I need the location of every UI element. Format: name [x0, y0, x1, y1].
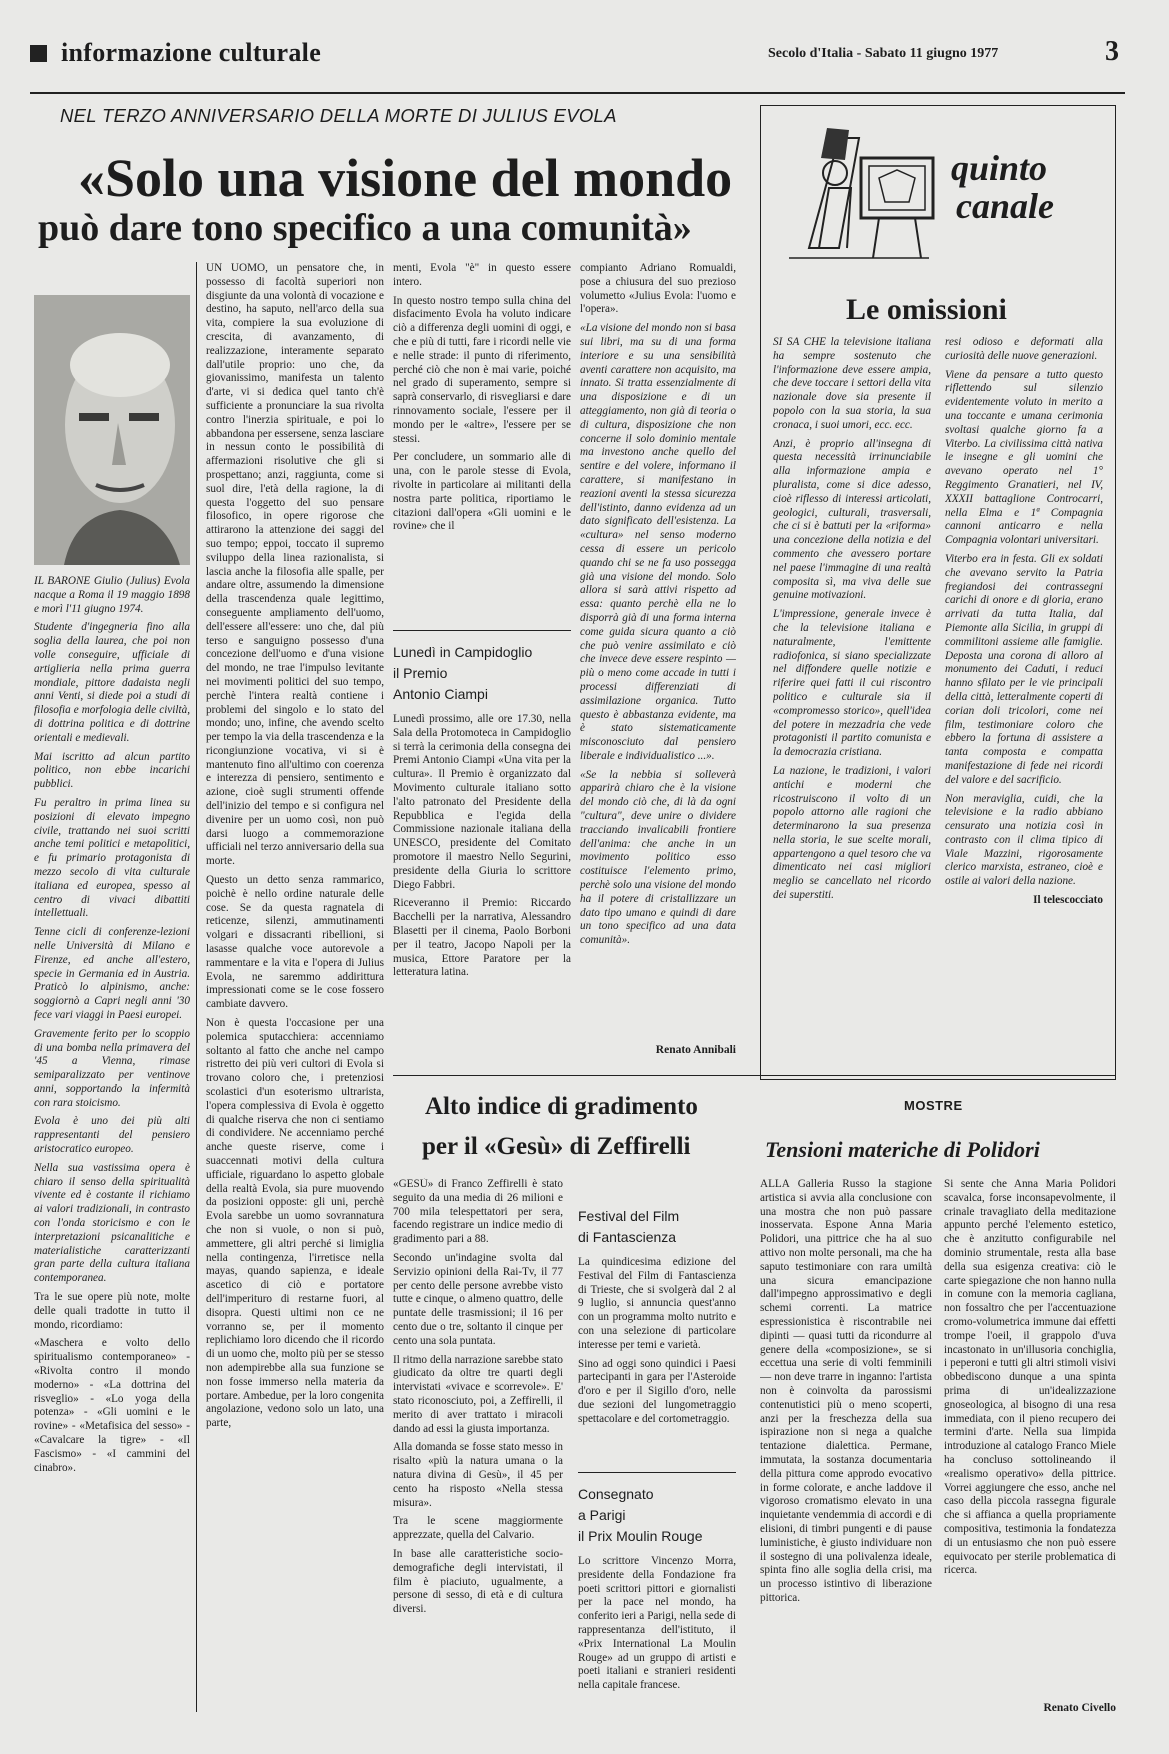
zeffirelli-paragraph: Alla domanda se fosse stato messo in risalto «più la natura umana o la natura divina di Gesù», il 45 per cento ha risposto «Nella stessa misura».	[393, 1441, 563, 1509]
moulin-title	[578, 1484, 736, 1547]
newspaper-logo-icon	[30, 45, 47, 62]
bio-paragraph: IL BARONE Giulio (Julius) Evola nacque a Roma il 19 maggio 1898 e morì l'11 giugno 1974.	[34, 575, 190, 615]
evola-body-column-3	[580, 262, 736, 1032]
bio-paragraph: Mai iscritto ad alcun partito politico, non ebbe incarichi pubblici.	[34, 750, 190, 791]
festival-article	[578, 1200, 736, 1505]
dateline: Secolo d'Italia - Sabato 11 giugno 1977	[768, 46, 999, 61]
zeffirelli-paragraph: Tra le scene maggiormente apprezzate, quella del Calvario.	[393, 1515, 563, 1542]
festival-title-line: Festival del Film	[578, 1208, 680, 1224]
section-title: informazione culturale	[61, 38, 322, 67]
evola-bio-column	[34, 575, 190, 1715]
mostre-paragraph: ALLA Galleria Russo la stagione artistica si avvia alla conclusione con una mostra che non può passare inosservata. Espone Anna Maria Polidori, una pittrice che ha al suo attivo non molte personali, ma che ha saputo testimoniare con rara umiltà una sicura emancipazione dall'impegno approssimativo e degli schemi correnti. La matrice espressionistica è riscontrabile nei dipinti — quasi tutti da ricondurre al genere della «composizione», se si eccettua una serie di volti femminili — non deve trarre in inganno: l'artista non è coinvolta da parossismi contenutistici più o meno scoperti, anzi per la freschezza della sua ispirazione non si nega a qualche tentazione dialettica. Permane, immutata, la sostanza documentaria della pittura come approdo evocativo in forme colorate, e anche laddove il vigoroso cromatismo elevato in una inquietante vendemmia di accordi e di elisioni, di timbri pungenti e di pause luministiche, è giusto individuare non il sostegno di una polivalenza ideale, spinta fino alle soglia della crisi, ma un processo istintivo di liberazione pittorica.	[760, 1178, 932, 1604]
moulin-title-line: a Parigi	[578, 1507, 626, 1523]
evola-signature: Renato Annibali	[655, 1044, 736, 1056]
festival-paragraph: Sino ad oggi sono quindici i Paesi partecipanti in gara per l'Asteroide d'oro e per il Sigillo d'oro, nelle due sezioni del lungometraggio spettacolare e del cortometraggio.	[578, 1357, 736, 1425]
masthead	[30, 36, 1130, 74]
quinto-signature: Il telescocciato	[1033, 894, 1103, 907]
bio-paragraph: Fu peraltro in prima linea su posizioni di elevato impegno civile, trattando nei suoi scritti anche temi politici e metapolitici, e fu primario protagonista di mezzo secolo di vita culturale italiana ed europea, spesso al centro di vivaci dibattiti intellettuali.	[34, 796, 190, 920]
bio-divider	[196, 262, 197, 1712]
campidoglio-title-line: Lunedì in Campidoglio	[393, 644, 533, 660]
body-paragraph: «Se la nebbia si solleverà apparirà chiaro che è la visione del mondo ciò che, di là da ogni "cultura", deve unire o dividere tracciando invalicabili frontiere dell'anima: che anche in un movimento politico esso costituisce l'elemento primo, perchè solo una visione del mondo ha il potere di cristallizzare un dato tipo umano e quindi di dare un tono specifico ad una data comunità».	[580, 768, 736, 947]
zeffirelli-title-line1: Alto indice di gradimento	[425, 1093, 698, 1120]
quinto-paragraph: L'impressione, generale invece è che la televisione italiana e naturalmente, l'emittente radiofonica, si siano specializzate nel diffondere quelle notizie e riferire quei fatti il cui riscontro politico e culturale sia il «compromesso storico», quell'idea del potere in mezzadria che vede protagonisti il partito comunista e la democrazia cristiana.	[773, 608, 931, 759]
campidoglio-article	[393, 636, 571, 1048]
quinto-canale-box	[760, 105, 1116, 1080]
body-paragraph: «La visione del mondo non si basa sui libri, ma su di una forma interiore e su una sensibilità aventi carattere non acquisito, ma innato. Si tratta essenzialmente di una disposizione e di un atteggiamento, non già di teoria o di cultura, disposizione che non concerne il solo dominio mentale ma investono anche quello del sentire e del volere, informano il carattere, si manifestano in reazioni aventi la stessa sicurezza dell'istinto, danno evidenza ad un dato significato dell'esistenza. La «cultura» nel senso moderno cessa di essere un pericolo quando chi se ne fa uso possegga già una visione del mondo. Solo allora si sarà attivi rispetto ad essa: quanto perchè ella ne lo disporrà già di una forma interna come guida sicura quanto a ciò che può venire assimilato e ciò che invece deve essere respinto — più o meno come accade in tutti i processi differenziati di assimilazione organica. Tutto questo è abbastanza evidente, ma è stato sistematicamente misconosciuto dal pensiero liberale e individualistico ...».	[580, 322, 736, 762]
masthead-rule	[30, 92, 1125, 94]
quinto-column-2	[945, 336, 1103, 1066]
bio-paragraph: «Maschera e volto dello spiritualismo contemporaneo» - «Rivolta contro il mondo moderno» - «La dottrina del risveglio» - «Lo yoga della potenza» - «Gli uomini e le rovine» - «Metafisica del sesso» - «Cavalcare la tigre» - «Il Fascismo» - «I cammini del cinabro».	[34, 1337, 190, 1474]
quinto-paragraph: resi odioso e deformati alla curiosità delle nuove generazioni.	[945, 336, 1103, 362]
body-paragraph: Non è questa l'occasione per una polemica sputacchiera: accenniamo soltanto al fatto che anche nel campo ristretto dei più veri cultori di Evola si trovano coloro che, i pretenziosi scolastici d'un esoterismo ultrarista, l'opera complessiva di Evola è oggetto di qualche riserva che non ci sentiamo di condividere. Ne accenniamo perché anche queste riserve, come i suaccennati motivi della cultura ufficiale, riguardano lo aspetto globale della realtà Evola, sia pure muovendo da posizioni opposte: gli uni, perchè Evola sarebbe un uomo sovrannatura che non si vuole, o non si può, ammettere, gli altri perché si limiglia nella contingenza, l'irretisce nella mayas, quando sapienza, e ideale ascetico di ciò e portatore dell'imperituro di restarne fuori, al disopra. Questi ultimi non ce ne vorranno se, per il momento replichiamo loro dicendo che il ricordo di un uomo che, molto più per se stesso non adempirebbe alla sua funzione se non fosse immerso nella materia da portare. Ambedue, per la loro congenita angolazione, vedono solo un lato, una parte,	[206, 1017, 384, 1430]
mostre-column-1	[760, 1178, 932, 1718]
portrait-image	[34, 295, 190, 565]
moulin-title-line: Consegnato	[578, 1486, 654, 1502]
evola-title-line1: «Solo una visione del mondo	[78, 148, 733, 208]
festival-paragraph: La quindicesima edizione del Festival del Film di Fantascienza di Trieste, che si svolgerà dal 2 al 9 luglio, si annuncia quest'anno con un programma molto nutrito e con una selezione di particolare interesse per temi e varietà.	[578, 1256, 736, 1351]
zeffirelli-column	[393, 1178, 563, 1718]
mostre-column-2	[944, 1178, 1116, 1698]
quinto-paragraph: Non meraviglia, cuidi, che la televisione e la radio abbiano censurato una notizia così in contrasto con il clima tipico di Viale Mazzini, rigorosamente clerico marxista, estraneo, cioè e ostile ai valori della nazione.	[945, 792, 1103, 888]
tv-cartoon-icon	[769, 118, 939, 268]
lower-section-rule	[393, 1075, 1116, 1076]
quinto-paragraph: Viene da pensare a tutto questo riflettendo sul silenzio evidentemente voluto in merito a una toccante e umana cerimonia svoltasi qualche giorno fa a Viterbo. La civilissima città nativa le insegne e gli uomini che avevano operato nel 1° Reggimento Granatieri, nel IV, XXXII battaglione Controcarri, nella Elma e 1ª Compagnia cannoni anticarro e nella Compagnia volontari universitari.	[945, 368, 1103, 547]
bio-paragraph: Evola è uno dei più alti rappresentanti del pensiero aristocratico europeo.	[34, 1115, 190, 1156]
body-paragraph: compianto Adriano Romualdi, pose a chiusura del suo prezioso volumetto «Julius Evola: l'uomo e l'opera».	[580, 262, 736, 316]
campidoglio-title	[393, 642, 571, 705]
moulin-article	[578, 1478, 736, 1718]
bio-paragraph: Gravemente ferito per lo scoppio di una bomba nella primavera del '45 a Vienna, rimase semiparalizzato per ventinove anni, sopportando la infermità con rara stoicismo.	[34, 1027, 190, 1109]
campidoglio-top-rule	[393, 630, 571, 631]
festival-divider	[578, 1472, 736, 1473]
moulin-paragraph: Lo scrittore Vincenzo Morra, presidente della Fondazione fra poeti scrittori pittori e giornalisti per la pace nel mondo, ha conferito ieri a Parigi, nella sede di rappresentanza dell'istituto, il «Prix International La Moulin Rouge» ad un gruppo di artisti e poeti italiani e stranieri residenti nella capitale francese.	[578, 1555, 736, 1692]
quinto-paragraph: La nazione, le tradizioni, i valori antichi e moderni che ricostruiscono il volto di un popolo attorno alle ragioni che determinarono la sua presenza nella storia, le sue scelte morali, appartengono a quel tesoro che va dimenticato nei casi migliori meglio se cancellato nel ricordo dei superstiti.	[773, 764, 931, 902]
zeffirelli-paragraph: In base alle caratteristiche socio-demografiche degli intervistati, il film è piaciuto, ugualmente, a persone di sesso, di età e di cultura diversi.	[393, 1547, 563, 1616]
quinto-title-line2: canale	[956, 186, 1054, 226]
body-paragraph: Questo un detto senza rammarico, poichè è nello ordine naturale delle cose. Se da questa ragnatela di reticenze, silenzi, ammutinamenti volgari e dissacranti ribellioni, si lasasse qualche voce autorevole a rammentare e la vita e l'opera di Julius Evola, ne saremmo addirittura impressionati come se le cose fossero cambiate davvero.	[206, 874, 384, 1011]
bio-paragraph: Nella sua vastissima opera è chiaro il senso della spiritualità vivente ed è costante il richiamo ai valori tradizionali, in contrasto con l'onda storicismo e con le interpretazioni psicanalitiche e materialistiche caratterizzanti gran parte della cultura italiana contemporanea.	[34, 1161, 190, 1285]
campidoglio-paragraph: Riceveranno il Premio: Riccardo Bacchelli per la narrativa, Alessandro Blasetti per il cinema, Paolo Borboni per il teatro, Jacopo Napoli per la musica, Ettore Paratore per la letteratura latina.	[393, 897, 571, 979]
evola-kicker: NEL TERZO ANNIVERSARIO DELLA MORTE DI JULIUS EVOLA	[60, 105, 617, 126]
body-paragraph: UN UOMO, un pensatore che, in possesso di facoltà superiori non disgiunte da una volontà di vocazione e destino, ha saputo, nell'arco della sua vita, compiere la sua evoluzione di crescita, di avanzamento, di realizzazione, interamente separato dall'utile proprio: uno che, da giovanissimo, manifesta un talento d'arte, vi si dedica quel tanto ch'è sufficiente a pronunciare la sua rivolta contro l'inerzia spirituale, e poi lo abbandona per essersene, senza lasciare in nessun conto le possibilità di affermazioni risolutive che gli si prospettano; anzi, raggiunta, come si suol dire, l'età della ragione, la di questa l'oggetto del suo pensare filosofico, in opere rigorose che attirarono la attenzione dei saggi del suo tempo; eppoi, toccato il supremo sviluppo della linea razionalista, si lascia anche la filosofia alle spalle, per andare oltre, assumendo la dimensione della trascendenza quale legittimo, conseguente ampliamento dell'uomo, dell'essere all'essere: uno che, dal più terso e sanguigno possesso d'una concezione dell'uomo e d'una visione del mondo, ne trae l'impulso levitante nei movimenti politici del suo tempo, perchè l'intera realtà contiene i problemi del singolo e lo stato del mondo; uno, infine, che avendo scelto per tempo la via della trascendenza e la ricongiunzione vocativa, vi si è mantenuto fino all'ultimo con coerenza e interezza di pensiero, sentimento e azione, cioè sugli strumenti offende dell'inizio del tempo e si configura nel divenire per un uomo così, non può darsi luogo a commemorazione ufficiali nel terzo anniversario della sua morte.	[206, 262, 384, 868]
festival-title-line: di Fantascienza	[578, 1229, 677, 1245]
quinto-paragraph: Viterbo era in festa. Gli ex soldati che avevano servito la Patria fregiandosi dei contrassegni carichi di onore e di gloria, erano arrivati da tutta Italia, dal Piemonte alla Sicilia, in gruppi di commilitoni assieme alle famiglie. Deposta una corona di alloro al monumento dei Caduti, i reduci hanno sfilato per le vie principali della città, letteralmente coperti di corian doli tricolori, come nei film, testimoniare coloro che ebbero la fortuna di assistere a tanta composta e compatta manifestazione di fede nei ricordi del valore e del sacrificio.	[945, 552, 1103, 786]
bio-paragraph: Tra le sue opere più note, molte delle quali tradotte in tutto il mondo, ricordiamo:	[34, 1291, 190, 1331]
moulin-title-line: il Prix Moulin Rouge	[578, 1528, 703, 1544]
zeffirelli-paragraph: «GESÙ» di Franco Zeffirelli è stato seguito da una media di 26 milioni e 700 mila telespettatori per sera, facendo registrare un indice medio di gradimento pari a 88.	[393, 1178, 563, 1246]
evola-body-column-2	[393, 262, 571, 622]
evola-portrait	[34, 295, 190, 565]
body-paragraph: menti, Evola "è" in questo essere intero.	[393, 262, 571, 288]
campidoglio-title-line: il Premio	[393, 665, 448, 681]
quinto-title-line1: quinto	[951, 148, 1048, 188]
evola-title-line2: può dare tono specifico a una comunità»	[38, 207, 692, 249]
zeffirelli-title-line2: per il «Gesù» di Zeffirelli	[422, 1133, 691, 1160]
bio-paragraph: Tenne cicli di conferenze-lezioni nelle Università di Milano e Firenze, ed anche all'estero, specie in Germania ed in Austria. Praticò lo alpinismo, anche: soggiornò a Capri negli anni '30 fece vari viaggi in Paesi europei.	[34, 926, 190, 1021]
mostre-title: Tensioni materiche di Polidori	[765, 1137, 1040, 1162]
mostre-paragraph: Si sente che Anna Maria Polidori scavalca, forse inconsapevolmente, il crinale travagliato della meditazione appunto perché l'elemento estetico, che è anzitutto configurabile nel dominio strumentale, resta alla base della sua esigenza creativa: ciò le carte spiegazione che non hanno nulla in comune con la memoria cagliana, non fossaltro che per l'accentuazione cromo-volumetrica immune dai effetti trompe l'oeil, il grappolo d'uva incastonato in un'illusoria conchiglia, i peperoni e tutti gli altri stimoli visivi obbediscono dunque a una spinta prima di un'idealizzazione gnoseologica, al bisogno di una resa immediata, con il pieno recupero dei termini d'arte. Nella sua limpida introduzione al catalogo Franco Miele ha concluso sottolineando il «realismo operativo» della pittrice. Vorrei aggiungere che esso, anche nel caso della piccola rassegna figurale che si affianca a quella propriamente compositiva, testimonia la fondatezza di un entusiasmo che non può essere equivocato per sterile problematica di ricerca.	[944, 1178, 1116, 1577]
body-paragraph: In questo nostro tempo sulla china del disfacimento Evola ha voluto indicare ciò a differenza degli uomini di oggi, e che e più di tutti, fare i ricordi nelle vie e nelle strade: il punto di riferimento, perché ciò che non è mai varie, poiché nel grado di superamento, sempre si saprà conservarlo, di risvegliarsi e dare rinnovamento sociale, l'essere per il mondo per le «altre», l'essere per se stessi.	[393, 294, 571, 445]
evola-body-column-1	[206, 262, 384, 1712]
quinto-paragraph: SI SA CHE la televisione italiana ha sempre sostenuto che l'informazione deve essere ampia, che deve toccare i settori della vita nazionale dove sia presente il popolo con la sua storia, la sua cronaca, i suoi umori, ecc. ecc.	[773, 336, 931, 431]
zeffirelli-paragraph: Secondo un'indagine svolta dal Servizio opinioni della Rai-Tv, il 77 per cento delle persone avrebbe visto tutte e cinque, o almeno quattro, delle puntate delle trasmissioni; il 16 per cento due o tre, soltanto il cinque per cento una sola puntata.	[393, 1251, 563, 1347]
quinto-column-1	[773, 336, 931, 1066]
mostre-signature: Renato Civello	[1043, 1702, 1116, 1714]
campidoglio-title-line: Antonio Ciampi	[393, 686, 488, 702]
zeffirelli-paragraph: Il ritmo della narrazione sarebbe stato giudicato da oltre tre quarti degli intervistati «vivace e scorrevole». E' stato riconosciuto, poi, a Zeffirelli, il merito di aver trattato i miracoli dando ad essi la giusta importanza.	[393, 1353, 563, 1435]
quinto-headline: Le omissioni	[846, 293, 1007, 326]
page-number: 3	[1105, 36, 1119, 67]
body-paragraph: Per concludere, un sommario alle di una, con le parole stesse di Evola, rivolte in particolare ai militanti della nostra parte politica, riportiamo le citazioni dall'opera «Gli uomini e le rovine» che il	[393, 451, 571, 533]
campidoglio-paragraph: Lunedì prossimo, alle ore 17.30, nella Sala della Protomoteca in Campidoglio si terrà la cerimonia della consegna dei Premi Antonio Ciampi «Una vita per la cultura». Il Premio è organizzato dal Movimento culturale italiano sotto l'alto patronato del Presidente della Repubblica e l'egida della Commissione nazionale italiana della UNESCO, presidente del Comitato promotore il maestro Nello Segurini, presidente della Giuria lo scrittore Diego Fabbri.	[393, 713, 571, 891]
quinto-paragraph: Anzi, è proprio all'insegna di questa necessità irrinunciabile alla informazione ampia e pluralista, come si dice adesso, cioè riflesso di interessi articolati, geologici, culturali, trasversali, che ci si è battuti per la «riforma» una concezione della notizia e del commento che avessero portare nel paese l'immagine di una realtà composita sì, ma viva delle sue genuine motivazioni.	[773, 437, 931, 602]
festival-title	[578, 1206, 736, 1248]
bio-paragraph: Studente d'ingegneria fino alla soglia della laurea, che poi non volle conseguire, ufficiale di artiglieria nella prima guerra mondiale, pittore dadaista negli anni Venti, si diede poi a studi di filosofia e morfologia delle civiltà, di dottrina politica e di dottrine orientali e medievali.	[34, 621, 190, 744]
mostre-label: MOSTRE	[904, 1098, 963, 1113]
